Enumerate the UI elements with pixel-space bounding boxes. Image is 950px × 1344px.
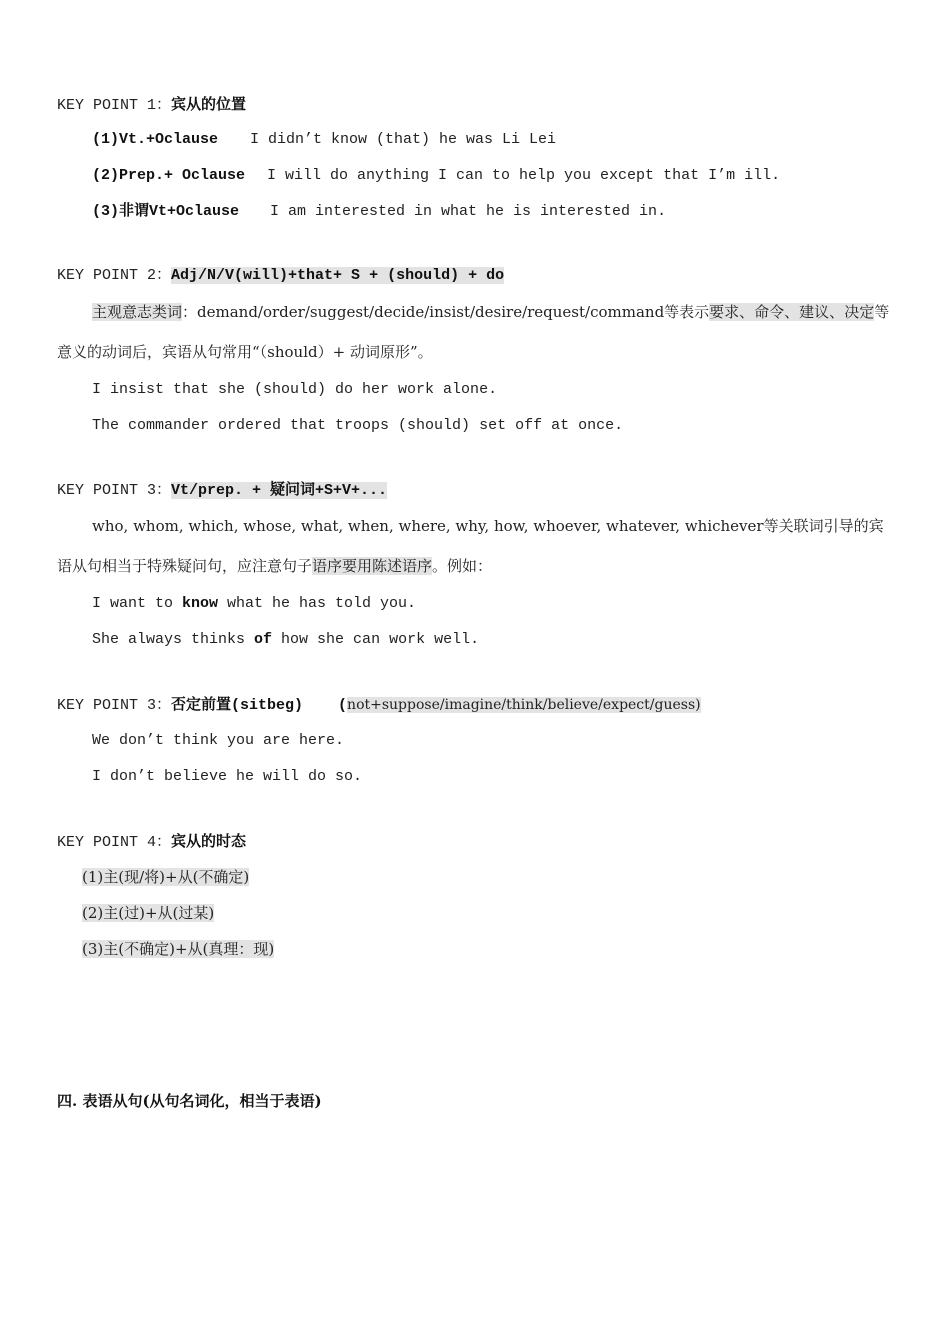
kp3a-ex2-b: of xyxy=(254,631,273,648)
kp1-heading-title: 宾从的位置 xyxy=(171,95,247,113)
kp4-heading xyxy=(57,831,246,853)
kp3a-ex1-b: know xyxy=(182,595,219,612)
kp3a-heading xyxy=(57,481,387,501)
kp4-item-1 xyxy=(82,867,249,887)
kp3b-example-2: I don’t believe he will do so. xyxy=(92,768,363,785)
kp3b-example-1: We don’t think you are here. xyxy=(92,732,345,749)
kp3b-heading-title: 否定前置(sitbeg) xyxy=(171,697,304,714)
kp3b-heading xyxy=(57,695,701,716)
kp2-example-2: The commander ordered that troops (should) set off at once. xyxy=(92,417,624,434)
kp3a-paragraph xyxy=(57,506,893,586)
kp2-heading xyxy=(57,266,504,286)
kp1-row-3-label: (3)非谓Vt+Oclause xyxy=(92,203,240,220)
kp2-para-mid: ：demand/order/suggest/decide/insist/desire/request/command等表示 xyxy=(182,303,710,321)
kp3a-ex1-c: what he has told you. xyxy=(218,595,417,612)
kp4-heading-title: 宾从的时态 xyxy=(171,832,247,850)
kp2-para-hl3: 决定 xyxy=(844,303,875,321)
kp3a-ex2-c: how she can work well. xyxy=(272,631,480,648)
kp4-item-2-text: (2)主(过)+从(过某) xyxy=(82,904,215,922)
kp3b-note xyxy=(338,697,701,714)
kp3a-ex2-a: She always thinks xyxy=(92,631,255,648)
kp1-row-1 xyxy=(92,130,556,150)
kp3b-heading-prefix: KEY POINT 3： xyxy=(57,697,172,714)
kp2-heading-title: Adj/N/V(will)+that+ S + (should) + do xyxy=(171,267,505,284)
kp1-heading-prefix: KEY POINT 1： xyxy=(57,97,172,114)
kp4-heading-prefix: KEY POINT 4： xyxy=(57,834,172,851)
kp4-item-3 xyxy=(82,939,274,959)
kp2-para-end: 等意义的动词后，宾语从句常用“（should）+ 动词原形”。 xyxy=(57,303,890,361)
section4-title: 四. 表语从句(从句名词化，相当于表语) xyxy=(57,1092,322,1110)
kp3a-para-start: who, whom, which, whose, what, when, where, why, how, whoever, whatever, whichever等关联词引导的宾语从句相当于特殊疑问句，应注意句子 xyxy=(57,517,884,575)
kp1-row-3 xyxy=(92,202,666,222)
kp1-row-2 xyxy=(92,166,780,186)
kp3a-para-hl: 语序要用陈述语序 xyxy=(312,557,433,575)
kp1-row-1-label: (1)Vt.+Oclause xyxy=(92,131,219,148)
kp2-example-1: I insist that she (should) do her work alone. xyxy=(92,381,498,398)
kp3b-note-rest: not+suppose/imagine/think/believe/expect/guess) xyxy=(347,697,701,713)
kp3a-para-end: 。例如： xyxy=(432,557,493,575)
kp2-para-hl2: 要求、命令、建议、 xyxy=(709,303,845,321)
kp1-row-2-example: I will do anything I can to help you except that I’m ill. xyxy=(267,167,781,184)
kp2-paragraph xyxy=(57,292,893,372)
kp1-heading xyxy=(57,94,246,116)
kp1-row-1-example: I didn’t know (that) he was Li Lei xyxy=(250,131,557,148)
kp1-row-2-label: (2)Prep.+ Oclause xyxy=(92,167,246,184)
kp4-item-3-text: (3)主(不确定)+从(真理：现) xyxy=(82,940,275,958)
kp3a-heading-title: Vt/prep. + 疑问词+S+V+... xyxy=(171,482,388,499)
kp3a-example-2 xyxy=(92,630,479,650)
kp3a-example-1 xyxy=(92,594,416,614)
kp3b-note-paren: ( xyxy=(338,697,348,714)
kp3a-heading-prefix: KEY POINT 3： xyxy=(57,482,172,499)
kp4-item-1-text: (1)主(现/将)+从(不确定) xyxy=(82,868,250,886)
kp2-heading-prefix: KEY POINT 2： xyxy=(57,267,172,284)
kp2-para-hl1: 主观意志类词 xyxy=(92,303,183,321)
kp3a-ex1-a: I want to xyxy=(92,595,183,612)
kp1-row-3-example: I am interested in what he is interested in. xyxy=(270,203,667,220)
kp4-item-2 xyxy=(82,903,214,923)
